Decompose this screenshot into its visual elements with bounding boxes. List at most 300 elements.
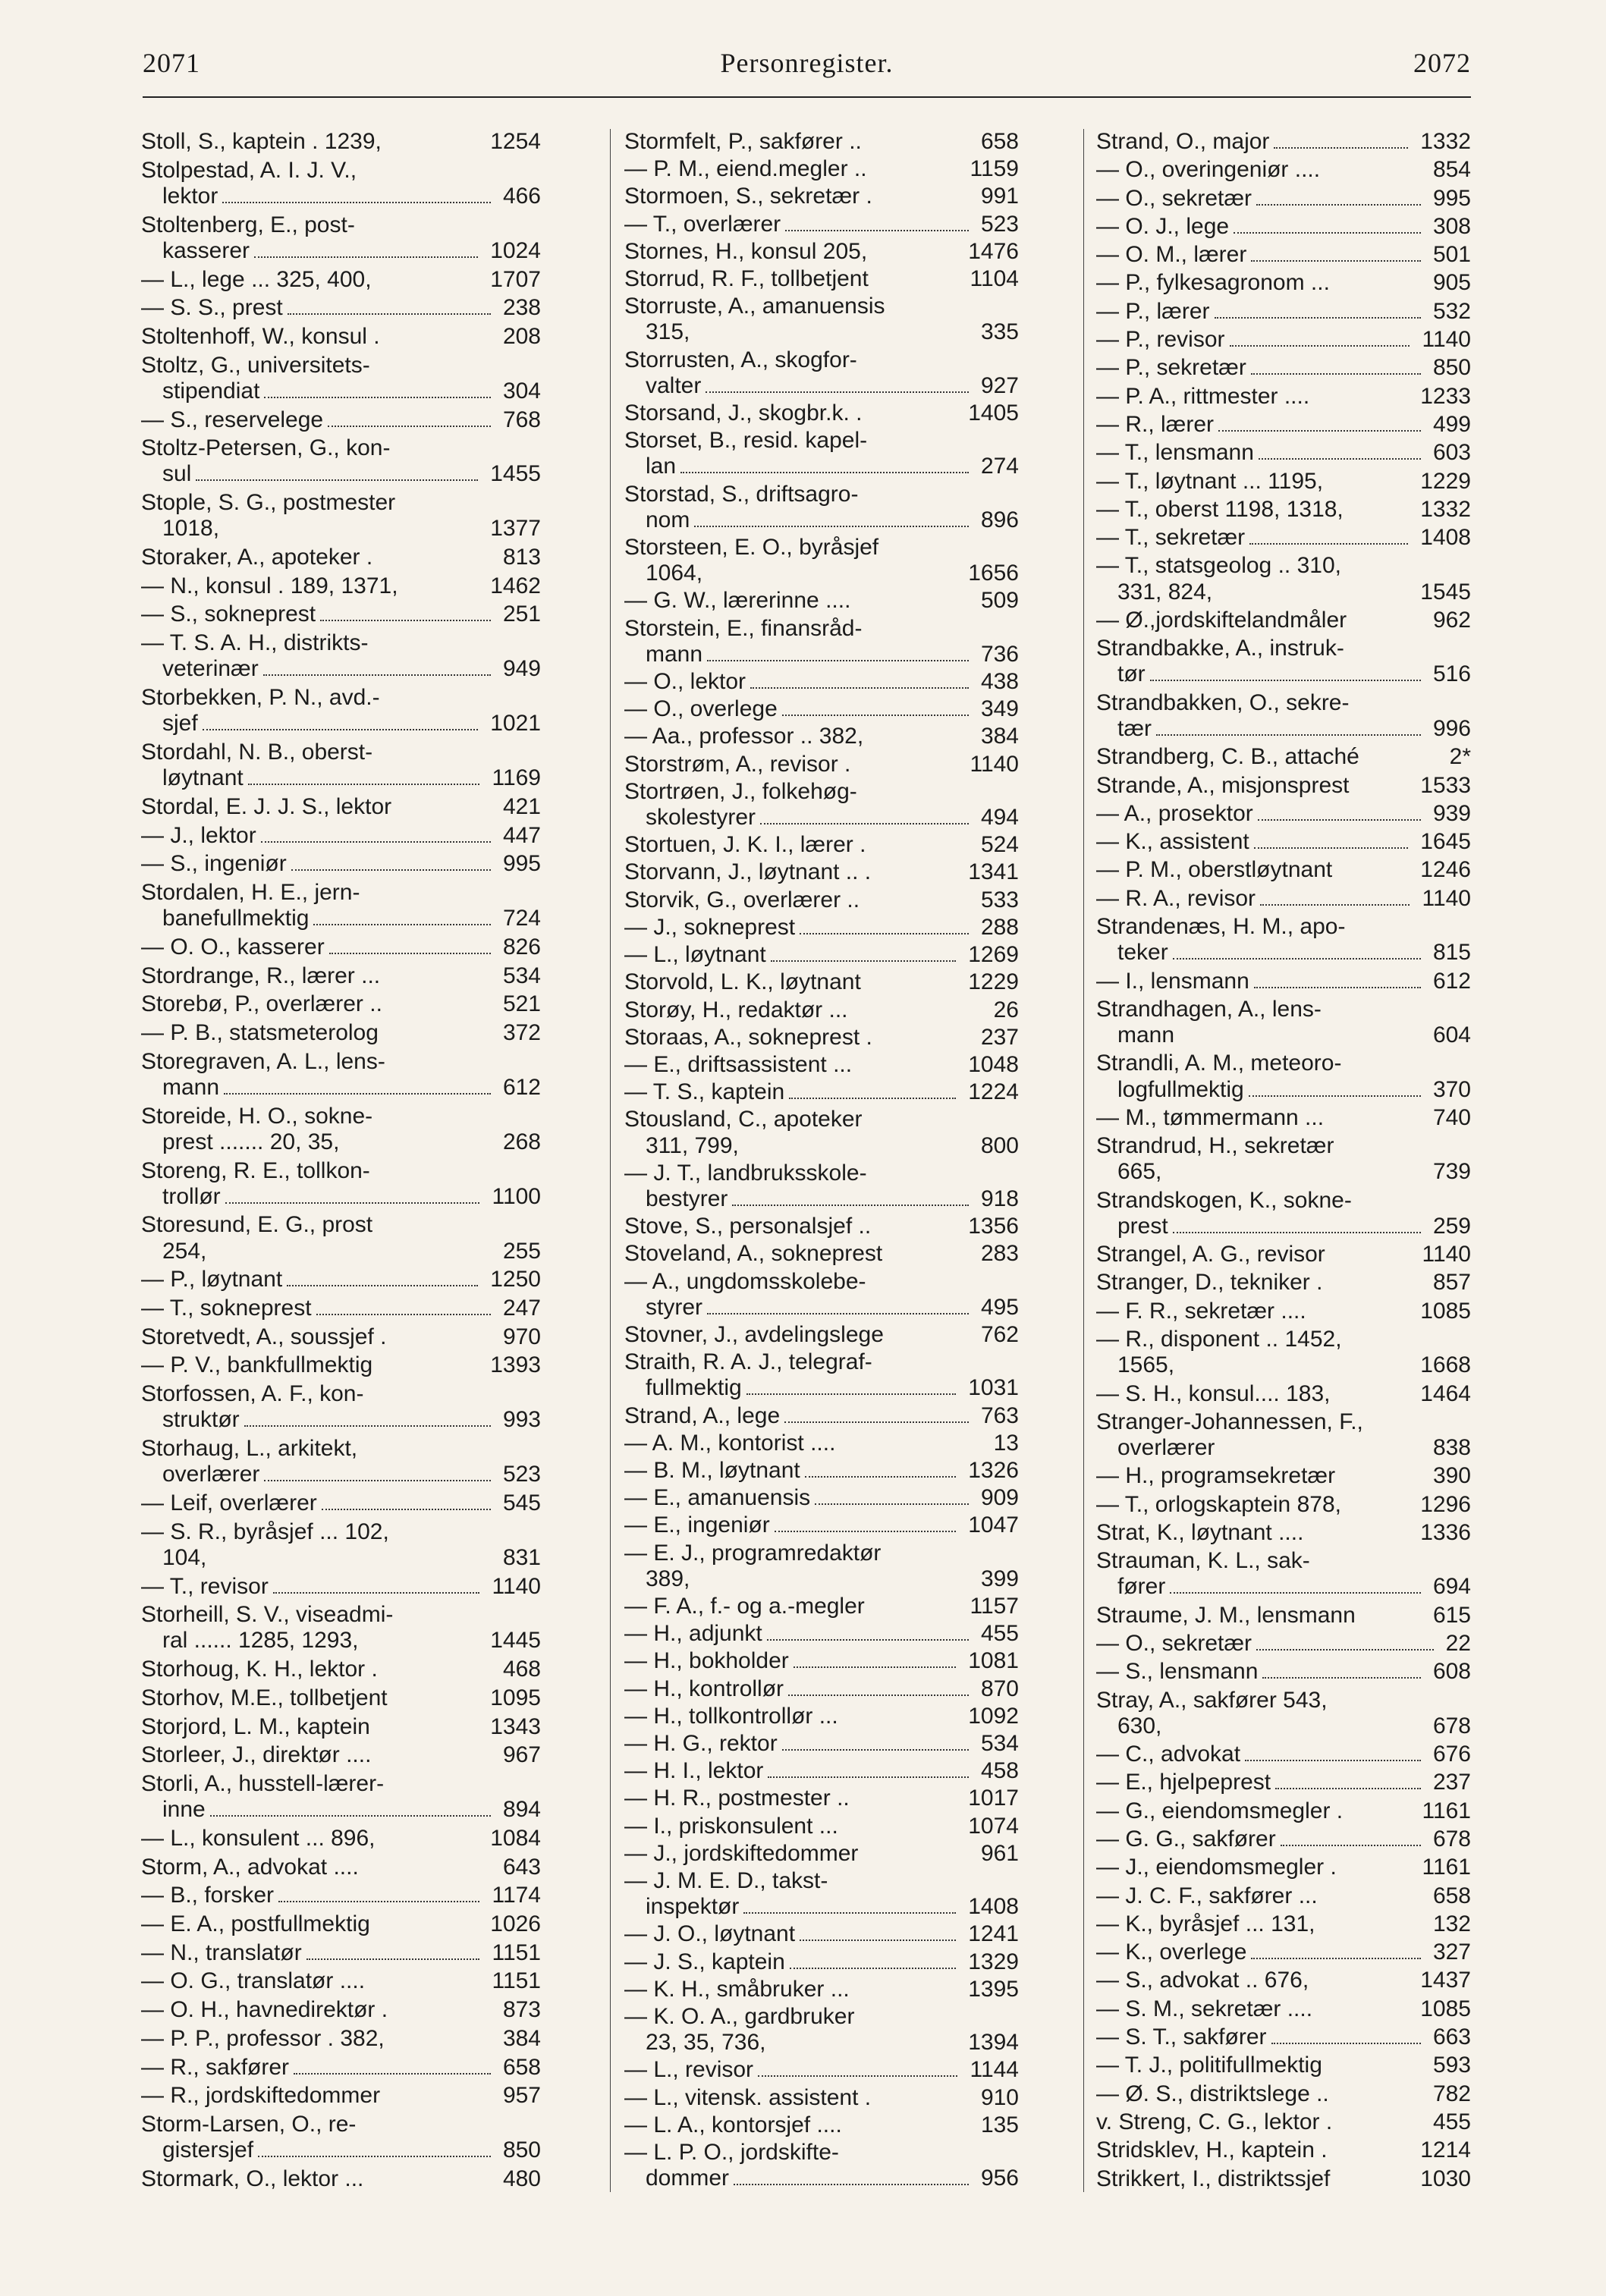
entry-line bbox=[141, 906, 541, 931]
register-entry bbox=[624, 294, 1019, 345]
page-reference: 135 bbox=[980, 2112, 1019, 2137]
entry-name: — J. S., kaptein bbox=[624, 1949, 785, 1974]
entry-name: — P., revisor bbox=[1096, 327, 1225, 353]
page-reference: 1214 bbox=[1420, 2137, 1471, 2163]
entry-line bbox=[624, 1375, 1019, 1401]
entry-continuation: 1565, bbox=[1117, 1352, 1175, 1378]
register-entry bbox=[624, 266, 1019, 292]
register-entry bbox=[141, 573, 541, 599]
entry-line bbox=[141, 1184, 541, 1210]
entry-name: Storrud, R. F., tollbetjent bbox=[624, 266, 869, 292]
column-divider bbox=[610, 129, 611, 2192]
leader-dots bbox=[767, 1639, 969, 1641]
register-entry bbox=[141, 880, 541, 931]
entry-line bbox=[1096, 1742, 1471, 1767]
entry-name: — H., bokholder bbox=[624, 1648, 789, 1674]
register-entry bbox=[624, 2004, 1019, 2056]
register-entry bbox=[1096, 1492, 1471, 1518]
entry-continuation: 23, 35, 736, bbox=[646, 2030, 766, 2056]
page-reference: 255 bbox=[502, 1238, 541, 1264]
entry-line bbox=[1096, 1688, 1471, 1713]
page-reference: 533 bbox=[980, 887, 1019, 912]
page-reference: 1336 bbox=[1420, 1519, 1471, 1545]
register-entry bbox=[1096, 1409, 1471, 1461]
page-reference: 1169 bbox=[492, 765, 541, 791]
entry-line bbox=[141, 184, 541, 209]
entry-name: Stoltenhoff, W., konsul . bbox=[141, 323, 380, 349]
entry-line bbox=[624, 1566, 1019, 1592]
register-entry bbox=[1096, 2081, 1471, 2107]
leader-dots bbox=[261, 841, 491, 843]
page-reference: 1140 bbox=[1422, 1242, 1471, 1267]
entry-name: — K., byråsjef ... 131, bbox=[1096, 1911, 1315, 1936]
entry-name: Stridsklev, H., kaptein . bbox=[1096, 2137, 1328, 2163]
entry-line bbox=[1096, 969, 1471, 994]
entry-line bbox=[141, 1855, 541, 1880]
entry-line bbox=[1096, 1327, 1471, 1352]
entry-name: Stormark, O., lektor ... bbox=[141, 2166, 364, 2191]
entry-continuation: mann bbox=[162, 1074, 220, 1100]
page-reference: 967 bbox=[502, 1742, 541, 1768]
register-entry bbox=[624, 1403, 1019, 1429]
entry-line bbox=[624, 997, 1019, 1023]
page-reference: 1343 bbox=[490, 1713, 541, 1739]
entry-name: Storstrøm, A., revisor . bbox=[624, 751, 851, 777]
register-entry bbox=[624, 212, 1019, 237]
leader-dots bbox=[248, 784, 480, 785]
entry-name: Stortrøen, J., folkehøg- bbox=[624, 778, 857, 804]
entry-line bbox=[624, 184, 1019, 209]
entry-line bbox=[624, 1594, 1019, 1619]
entry-line bbox=[624, 1295, 1019, 1321]
entry-line bbox=[1096, 2081, 1471, 2107]
entry-line bbox=[1096, 690, 1471, 716]
entry-name: Strauman, K. L., sak- bbox=[1096, 1548, 1310, 1574]
register-entry bbox=[624, 1052, 1019, 1078]
leader-dots bbox=[707, 660, 969, 661]
page-reference: 1296 bbox=[1420, 1491, 1471, 1517]
register-entry bbox=[624, 859, 1019, 885]
register-entry bbox=[624, 1107, 1019, 1158]
entry-name: Storli, A., husstell-lærer- bbox=[141, 1770, 385, 1796]
leader-dots bbox=[734, 2184, 969, 2185]
entry-name: — E., driftsassistent ... bbox=[624, 1051, 853, 1077]
entry-line bbox=[624, 1648, 1019, 1674]
entry-name: Storegraven, A. L., lens- bbox=[141, 1048, 385, 1074]
register-entry bbox=[141, 1855, 541, 1880]
entry-name: Stordal, E. J. J. S., lektor bbox=[141, 793, 392, 819]
register-entry bbox=[141, 1883, 541, 1908]
entry-line bbox=[1096, 857, 1471, 883]
register-entry bbox=[624, 239, 1019, 265]
register-entry bbox=[141, 2055, 541, 2081]
page-reference: 1341 bbox=[968, 859, 1019, 885]
entry-name: Storvann, J., løytnant .. . bbox=[624, 859, 872, 885]
register-entry bbox=[624, 1594, 1019, 1619]
register-entry bbox=[1096, 214, 1471, 240]
register-entry bbox=[141, 1436, 541, 1487]
register-entry bbox=[1096, 1105, 1471, 1131]
entry-line bbox=[141, 1685, 541, 1711]
page-reference: 768 bbox=[502, 407, 541, 432]
page-reference: 813 bbox=[502, 545, 541, 570]
entry-name: Storhaug, L., arkitekt, bbox=[141, 1436, 358, 1462]
entry-line bbox=[1096, 1574, 1471, 1600]
page-reference: 447 bbox=[502, 822, 541, 848]
register-entry bbox=[624, 1025, 1019, 1051]
leader-dots bbox=[1249, 543, 1408, 545]
leader-dots bbox=[258, 2156, 491, 2157]
entry-line bbox=[141, 1352, 541, 1378]
entry-line bbox=[624, 859, 1019, 885]
entry-line bbox=[1096, 1911, 1471, 1937]
entry-line bbox=[624, 1949, 1019, 1975]
entry-name: — K. O. A., gardbruker bbox=[624, 2004, 855, 2030]
entry-name: Storstad, S., driftsagro- bbox=[624, 481, 859, 507]
entry-name: Straume, J. M., lensmann bbox=[1096, 1602, 1356, 1628]
register-entry bbox=[1096, 1520, 1471, 1546]
entry-line bbox=[141, 2026, 541, 2052]
register-entry bbox=[1096, 997, 1471, 1048]
register-entry bbox=[624, 997, 1019, 1023]
entry-name: — F. R., sekretær .... bbox=[1096, 1298, 1306, 1324]
entry-line bbox=[1096, 497, 1471, 523]
page-reference: 1159 bbox=[970, 156, 1019, 182]
page-reference: 643 bbox=[502, 1854, 541, 1880]
register-entry bbox=[141, 212, 541, 264]
register-entry bbox=[141, 295, 541, 321]
entry-name: Strat, K., løytnant .... bbox=[1096, 1519, 1304, 1545]
page-reference: 499 bbox=[1432, 411, 1471, 437]
register-entry bbox=[624, 1322, 1019, 1348]
page-reference: 740 bbox=[1432, 1104, 1471, 1130]
entry-name: Storaker, A., apoteker . bbox=[141, 545, 373, 570]
leader-dots bbox=[1275, 1788, 1421, 1789]
entry-continuation: nom bbox=[646, 507, 690, 532]
entry-line bbox=[1096, 1270, 1471, 1296]
register-entry bbox=[141, 1049, 541, 1101]
entry-name: — R., jordskiftedommer bbox=[141, 2083, 381, 2109]
page-reference: 13 bbox=[993, 1430, 1019, 1456]
entry-name: Strikkert, I., distriktssjef bbox=[1096, 2166, 1331, 2191]
entry-name: Strande, A., misjonsprest bbox=[1096, 772, 1350, 798]
page-reference: 1668 bbox=[1420, 1352, 1471, 1378]
page-reference: 1047 bbox=[968, 1512, 1019, 1538]
leader-dots bbox=[1271, 2043, 1421, 2044]
leader-dots bbox=[1173, 1232, 1421, 1233]
leader-dots bbox=[794, 1666, 956, 1668]
entry-line bbox=[624, 1079, 1019, 1105]
page-reference: 1092 bbox=[968, 1703, 1019, 1729]
register-entry bbox=[1096, 1270, 1471, 1296]
entry-name: Storsteen, E. O., byråsjef bbox=[624, 535, 879, 561]
entry-line bbox=[1096, 1855, 1471, 1880]
entry-name: — L. P. O., jordskifte- bbox=[624, 2140, 839, 2166]
entry-line bbox=[141, 2083, 541, 2109]
register-entry bbox=[1096, 327, 1471, 353]
entry-name: — P. M., oberstløytnant bbox=[1096, 857, 1333, 883]
entry-line bbox=[624, 347, 1019, 373]
entry-line bbox=[624, 642, 1019, 667]
register-entry bbox=[624, 1431, 1019, 1456]
entry-name: — J., lektor bbox=[141, 822, 256, 848]
entry-line bbox=[1096, 1770, 1471, 1795]
register-entry bbox=[624, 1161, 1019, 1212]
entry-line bbox=[141, 545, 541, 570]
leader-dots bbox=[313, 924, 490, 925]
entry-line bbox=[1096, 1492, 1471, 1518]
entry-line bbox=[141, 823, 541, 849]
page-reference: 501 bbox=[1432, 242, 1471, 268]
entry-line bbox=[141, 1519, 541, 1545]
entry-name: Storleer, J., direktør .... bbox=[141, 1742, 372, 1768]
entry-name: — P., lærer bbox=[1096, 298, 1210, 324]
entry-name: — S. S., prest bbox=[141, 295, 283, 321]
entry-line bbox=[141, 1714, 541, 1740]
register-entry bbox=[141, 1997, 541, 2023]
leader-dots bbox=[1218, 430, 1421, 432]
leader-dots bbox=[273, 1592, 480, 1594]
page-reference: 521 bbox=[502, 991, 541, 1017]
entry-line bbox=[1096, 2053, 1471, 2078]
leader-dots bbox=[768, 1776, 969, 1778]
entry-line bbox=[624, 266, 1019, 292]
register-entry bbox=[1096, 1603, 1471, 1629]
page-reference: 545 bbox=[502, 1490, 541, 1515]
left-page-number: 2071 bbox=[143, 48, 200, 78]
entry-line bbox=[1096, 157, 1471, 183]
entry-name: Storm-Larsen, O., re- bbox=[141, 2111, 357, 2137]
entry-name: — G. G., sakfører bbox=[1096, 1826, 1276, 1852]
page-reference: 534 bbox=[502, 963, 541, 988]
page-reference: 1329 bbox=[968, 1949, 1019, 1974]
entry-line bbox=[141, 2055, 541, 2081]
entry-line bbox=[1096, 553, 1471, 579]
entry-name: Storfossen, A. F., kon- bbox=[141, 1381, 364, 1407]
entry-line bbox=[624, 1349, 1019, 1375]
entry-name: — P., sekretær bbox=[1096, 355, 1246, 381]
page-reference: 494 bbox=[980, 805, 1019, 831]
register-entry bbox=[1096, 2109, 1471, 2135]
entry-name: — J. O., løytnant bbox=[624, 1921, 796, 1947]
register-entry bbox=[624, 1512, 1019, 1538]
entry-line bbox=[624, 1758, 1019, 1784]
register-entry bbox=[1096, 497, 1471, 523]
header-rule bbox=[143, 96, 1471, 98]
entry-name: Stove, S., personalsjef .. bbox=[624, 1214, 872, 1239]
page-reference: 910 bbox=[980, 2084, 1019, 2110]
page-reference: 259 bbox=[1432, 1213, 1471, 1239]
entry-line bbox=[141, 1940, 541, 1966]
leader-dots bbox=[1262, 1677, 1421, 1679]
entry-line bbox=[141, 267, 541, 293]
leader-dots bbox=[288, 313, 491, 315]
leader-dots bbox=[789, 1098, 956, 1099]
register-entry bbox=[141, 1602, 541, 1654]
entry-line bbox=[624, 1458, 1019, 1484]
entry-continuation: overlærer bbox=[1117, 1435, 1215, 1461]
page-reference: 850 bbox=[1432, 355, 1471, 381]
register-entry bbox=[141, 1296, 541, 1321]
page-reference: 993 bbox=[502, 1407, 541, 1433]
entry-line bbox=[624, 482, 1019, 507]
entry-line bbox=[624, 212, 1019, 237]
page-reference: 1081 bbox=[968, 1648, 1019, 1674]
leader-dots bbox=[800, 933, 969, 934]
entry-continuation: 1018, bbox=[162, 516, 220, 542]
entry-name: Straith, R. A. J., telegraf- bbox=[624, 1349, 872, 1375]
register-entry bbox=[624, 156, 1019, 182]
register-column-2 bbox=[624, 129, 1019, 2191]
entry-name: — E., ingeniør bbox=[624, 1512, 770, 1538]
entry-line bbox=[1096, 1409, 1471, 1435]
register-entry bbox=[624, 428, 1019, 479]
register-entry bbox=[624, 616, 1019, 667]
entry-line bbox=[141, 685, 541, 711]
entry-name: — L., revisor bbox=[624, 2057, 754, 2083]
page-reference: 1151 bbox=[492, 1968, 541, 1994]
register-entry bbox=[624, 1648, 1019, 1674]
page-reference: 1241 bbox=[968, 1921, 1019, 1947]
entry-line bbox=[624, 616, 1019, 642]
page-reference: 991 bbox=[980, 184, 1019, 209]
entry-line bbox=[1096, 384, 1471, 410]
page-reference: 1100 bbox=[492, 1183, 541, 1209]
entry-name: — B. M., løytnant bbox=[624, 1457, 800, 1483]
leader-dots bbox=[1254, 847, 1409, 849]
page-reference: 327 bbox=[1432, 1940, 1471, 1965]
leader-dots bbox=[1260, 904, 1410, 906]
entry-line bbox=[1096, 1631, 1471, 1657]
register-entry bbox=[1096, 242, 1471, 268]
entry-name: Storøy, H., redaktør ... bbox=[624, 997, 848, 1022]
entry-name: — T., lensmann bbox=[1096, 440, 1254, 466]
entry-line bbox=[141, 573, 541, 599]
page-reference: 1377 bbox=[490, 516, 541, 542]
leader-dots bbox=[1170, 1592, 1421, 1594]
page-reference: 1021 bbox=[490, 711, 541, 737]
entry-continuation: sjef bbox=[162, 711, 198, 737]
register-entry bbox=[1096, 469, 1471, 495]
leader-dots bbox=[1258, 819, 1421, 821]
entry-line bbox=[141, 1436, 541, 1462]
register-entry bbox=[1096, 608, 1471, 633]
leader-dots bbox=[784, 1421, 969, 1423]
page-reference: 939 bbox=[1432, 800, 1471, 826]
entry-name: — L., vitensk. assistent . bbox=[624, 2084, 872, 2110]
entry-line bbox=[624, 1025, 1019, 1051]
register-entry bbox=[1096, 2053, 1471, 2078]
register-entry bbox=[1096, 1996, 1471, 2022]
register-entry bbox=[624, 129, 1019, 155]
register-entry bbox=[1096, 1242, 1471, 1267]
right-page-number: 2072 bbox=[1413, 48, 1471, 78]
entry-name: — A., ungdomsskolebe- bbox=[624, 1268, 866, 1294]
entry-name: — J. M. E. D., takst- bbox=[624, 1868, 828, 1893]
entry-name: — P. B., statsmeterolog bbox=[141, 1020, 379, 1045]
entry-line bbox=[1096, 579, 1471, 605]
register-entry bbox=[624, 832, 1019, 858]
register-entry bbox=[141, 1968, 541, 1994]
entry-name: — H., kontrollør bbox=[624, 1676, 784, 1701]
entry-line bbox=[1096, 1435, 1471, 1461]
entry-line bbox=[141, 324, 541, 350]
leader-dots bbox=[264, 1480, 491, 1481]
leader-dots bbox=[278, 1901, 479, 1902]
entry-line bbox=[1096, 1603, 1471, 1629]
leader-dots bbox=[329, 953, 491, 954]
page-reference: 995 bbox=[502, 851, 541, 877]
entry-continuation: 311, 799, bbox=[646, 1132, 739, 1158]
entry-continuation: trollør bbox=[162, 1183, 221, 1209]
entry-line bbox=[624, 1269, 1019, 1295]
entry-line bbox=[141, 630, 541, 656]
page-reference: 468 bbox=[502, 1657, 541, 1682]
entry-continuation: struktør bbox=[162, 1407, 240, 1433]
entry-line bbox=[141, 353, 541, 378]
entry-line bbox=[141, 1797, 541, 1823]
entry-line bbox=[1096, 2166, 1471, 2192]
register-entry bbox=[624, 779, 1019, 831]
page-reference: 854 bbox=[1432, 157, 1471, 183]
entry-line bbox=[141, 2166, 541, 2192]
register-column-1 bbox=[141, 129, 541, 2192]
entry-name: — J. T., landbruksskole- bbox=[624, 1160, 867, 1186]
register-entry bbox=[141, 1940, 541, 1966]
register-entry bbox=[1096, 690, 1471, 742]
register-entry bbox=[624, 887, 1019, 913]
entry-name: — R., sakfører bbox=[141, 2054, 290, 2080]
entry-line bbox=[1096, 1022, 1471, 1048]
entry-name: — K., assistent bbox=[1096, 829, 1249, 855]
entry-line bbox=[1096, 661, 1471, 687]
entry-name: — O. J., lege bbox=[1096, 213, 1230, 239]
register-entry bbox=[624, 535, 1019, 586]
register-entry bbox=[141, 545, 541, 570]
register-entry bbox=[1096, 773, 1471, 799]
register-entry bbox=[1096, 914, 1471, 966]
entry-line bbox=[1096, 270, 1471, 296]
page-reference: 782 bbox=[1432, 2081, 1471, 2106]
entry-name: Storvold, L. K., løytnant bbox=[624, 969, 861, 995]
entry-name: Strandbakken, O., sekre- bbox=[1096, 689, 1350, 715]
entry-name: — Ø.,jordskiftelandmåler bbox=[1096, 607, 1347, 633]
entry-name: — P. M., eiend.megler .. bbox=[624, 156, 867, 182]
entry-continuation: 1064, bbox=[646, 561, 703, 586]
entry-continuation: 331, 824, bbox=[1117, 579, 1213, 605]
register-entry bbox=[141, 1020, 541, 1046]
entry-line bbox=[624, 1107, 1019, 1132]
entry-name: — T., statsgeolog .. 310, bbox=[1096, 553, 1341, 579]
register-entry bbox=[1096, 412, 1471, 438]
page-reference: 956 bbox=[980, 2166, 1019, 2191]
entry-name: — L., lege ... 325, 400, bbox=[141, 266, 372, 292]
entry-line bbox=[624, 915, 1019, 941]
register-entry bbox=[141, 407, 541, 433]
entry-name: — H. R., postmester .. bbox=[624, 1786, 850, 1811]
register-entry bbox=[1096, 384, 1471, 410]
leader-dots bbox=[1249, 1095, 1421, 1097]
entry-line bbox=[624, 1431, 1019, 1456]
page-reference: 208 bbox=[502, 323, 541, 349]
register-entry bbox=[141, 1212, 541, 1264]
entry-line bbox=[141, 880, 541, 906]
page-reference: 274 bbox=[980, 454, 1019, 479]
entry-continuation: lan bbox=[646, 454, 677, 479]
entry-line bbox=[1096, 2137, 1471, 2163]
entry-line bbox=[624, 1512, 1019, 1538]
register-entry bbox=[1096, 299, 1471, 325]
